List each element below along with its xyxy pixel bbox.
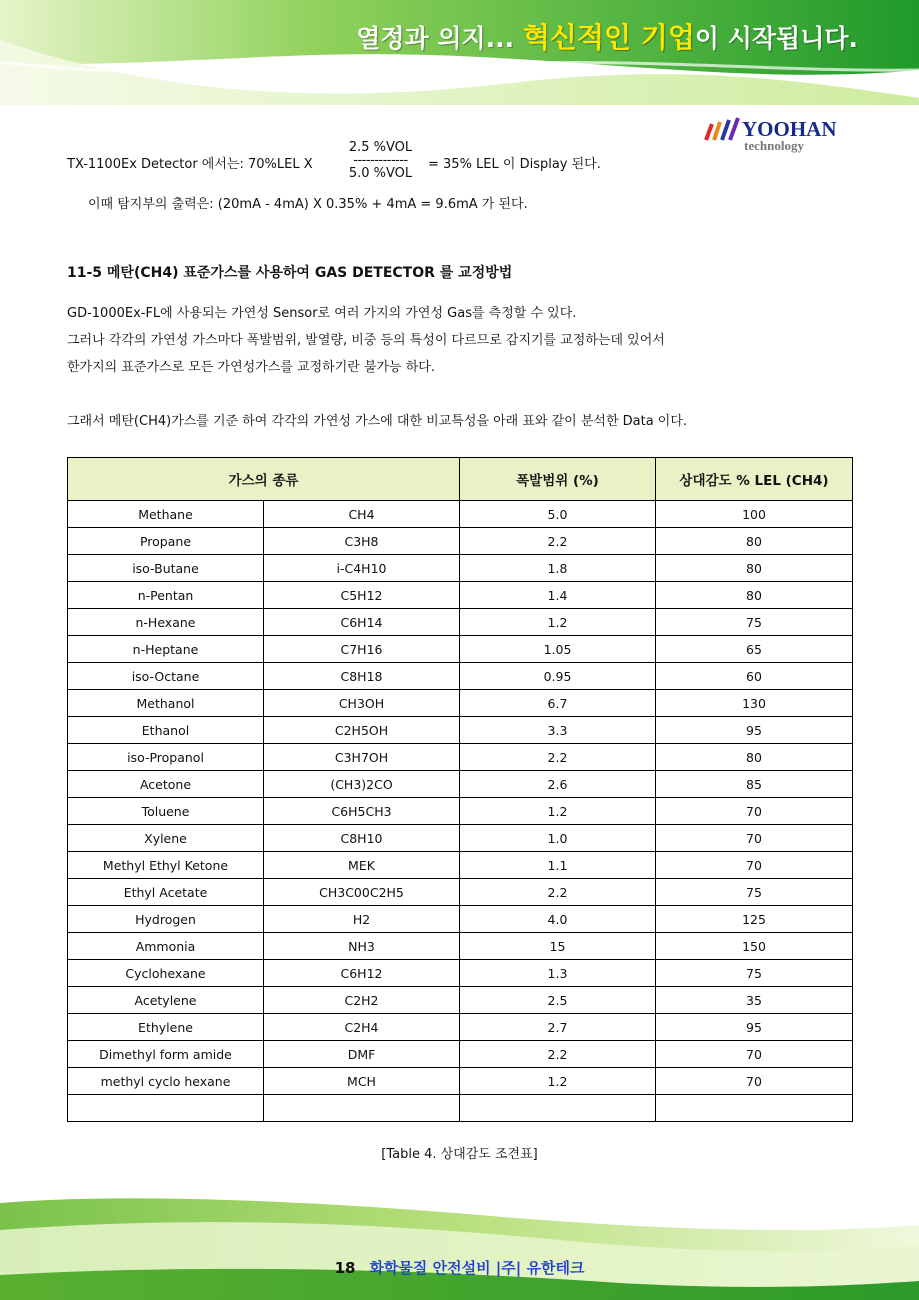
- explosive-range-cell: 1.2: [460, 1068, 656, 1095]
- paragraph-line-3: 한가지의 표준가스로 모든 가연성가스를 교정하기란 불가능 하다.: [67, 360, 435, 375]
- explosive-range-cell: 2.2: [460, 879, 656, 906]
- slogan-highlight: 혁신적인 기업: [522, 21, 695, 54]
- gas-name-cell: Hydrogen: [68, 906, 264, 933]
- gas-name-cell: Ammonia: [68, 933, 264, 960]
- sensitivity-cell: 35: [656, 987, 853, 1014]
- table-row: [68, 717, 853, 744]
- sensitivity-cell: 85: [656, 771, 853, 798]
- formula-cell: C3H8: [264, 528, 460, 555]
- explosive-range-cell: 6.7: [460, 690, 656, 717]
- sensitivity-cell: 75: [656, 609, 853, 636]
- table-row: [68, 798, 853, 825]
- header-slogan: [0, 16, 858, 56]
- gas-name-cell: n-Hexane: [68, 609, 264, 636]
- gas-name-cell: Toluene: [68, 798, 264, 825]
- explosive-range-cell: 4.0: [460, 906, 656, 933]
- output-line: 이때 탐지부의 출력은: (20mA - 4mA) X 0.35% + 4mA = 9.6mA 가 된다.: [88, 197, 528, 212]
- relative-sensitivity-table: [67, 457, 853, 1122]
- formula-cell: C2H2: [264, 987, 460, 1014]
- gas-name-cell: iso-Butane: [68, 555, 264, 582]
- gas-name-cell: iso-Propanol: [68, 744, 264, 771]
- gas-name-cell: n-Pentan: [68, 582, 264, 609]
- formula-cell: C2H4: [264, 1014, 460, 1041]
- formula-numerator: 2.5 %VOL: [348, 140, 413, 155]
- table-row: [68, 906, 853, 933]
- formula-cell: C6H5CH3: [264, 798, 460, 825]
- formula-cell: C8H10: [264, 825, 460, 852]
- page-number: 18: [334, 1259, 356, 1277]
- explosive-range-cell: 1.2: [460, 609, 656, 636]
- company-logo: [700, 110, 860, 154]
- gas-name-cell: Methanol: [68, 690, 264, 717]
- explosive-range-cell: 1.3: [460, 960, 656, 987]
- formula-cell: C2H5OH: [264, 717, 460, 744]
- explosive-range-cell: 2.5: [460, 987, 656, 1014]
- sensitivity-cell: 75: [656, 960, 853, 987]
- table-row: [68, 771, 853, 798]
- table-row: [68, 852, 853, 879]
- footer: [0, 1257, 919, 1278]
- formula-denominator: 5.0 %VOL: [348, 166, 413, 181]
- explosive-range-cell: 2.7: [460, 1014, 656, 1041]
- explosive-range-cell: 1.05: [460, 636, 656, 663]
- table-row: [68, 609, 853, 636]
- explosive-range-cell: 0.95: [460, 663, 656, 690]
- sensitivity-cell: 125: [656, 906, 853, 933]
- empty-cell: [264, 1095, 460, 1122]
- sensitivity-cell: 130: [656, 690, 853, 717]
- sensitivity-cell: 70: [656, 1041, 853, 1068]
- sensitivity-cell: 150: [656, 933, 853, 960]
- paragraph-line-2: 그러나 각각의 가연성 가스마다 폭발범위, 발열량, 비중 등의 특성이 다르므로 감지기를 교정하는데 있어서: [67, 333, 665, 348]
- gas-name-cell: methyl cyclo hexane: [68, 1068, 264, 1095]
- gas-name-cell: n-Heptane: [68, 636, 264, 663]
- explosive-range-cell: 3.3: [460, 717, 656, 744]
- table-row: [68, 1068, 853, 1095]
- table-header-row: [68, 458, 853, 501]
- formula-cell: C3H7OH: [264, 744, 460, 771]
- header-explosive-range: 폭발범위 (%): [460, 458, 656, 501]
- gas-name-cell: Dimethyl form amide: [68, 1041, 264, 1068]
- logo-stripes-icon: [700, 110, 860, 154]
- table-row: [68, 1041, 853, 1068]
- gas-name-cell: Acetylene: [68, 987, 264, 1014]
- sensitivity-cell: 70: [656, 798, 853, 825]
- formula-cell: MCH: [264, 1068, 460, 1095]
- explosive-range-cell: 2.2: [460, 1041, 656, 1068]
- formula-cell: MEK: [264, 852, 460, 879]
- gas-name-cell: Methyl Ethyl Ketone: [68, 852, 264, 879]
- formula-cell: C7H16: [264, 636, 460, 663]
- table-row: [68, 960, 853, 987]
- formula-cell: CH4: [264, 501, 460, 528]
- slogan-post: 이 시작됩니다.: [694, 24, 858, 53]
- sensitivity-cell: 95: [656, 717, 853, 744]
- explosive-range-cell: 1.8: [460, 555, 656, 582]
- gas-name-cell: Acetone: [68, 771, 264, 798]
- empty-cell: [68, 1095, 264, 1122]
- formula-cell: i-C4H10: [264, 555, 460, 582]
- table-row: [68, 825, 853, 852]
- sensitivity-cell: 80: [656, 744, 853, 771]
- explosive-range-cell: 5.0: [460, 501, 656, 528]
- footer-banner: [0, 1185, 919, 1300]
- gas-name-cell: Ethyl Acetate: [68, 879, 264, 906]
- formula-result: = 35% LEL 이 Display 된다.: [428, 157, 601, 172]
- sensitivity-cell: 65: [656, 636, 853, 663]
- sensitivity-cell: 70: [656, 1068, 853, 1095]
- logo-subtext: technology: [744, 138, 804, 153]
- gas-name-cell: Propane: [68, 528, 264, 555]
- formula-cell: CH3C00C2H5: [264, 879, 460, 906]
- formula-cell: C5H12: [264, 582, 460, 609]
- empty-cell: [460, 1095, 656, 1122]
- sensitivity-cell: 70: [656, 852, 853, 879]
- table-row: [68, 879, 853, 906]
- sensitivity-cell: 80: [656, 555, 853, 582]
- formula-cell: H2: [264, 906, 460, 933]
- sensitivity-cell: 95: [656, 1014, 853, 1041]
- sensitivity-cell: 80: [656, 582, 853, 609]
- table-row: [68, 987, 853, 1014]
- table-body: [68, 501, 853, 1122]
- table-row: [68, 582, 853, 609]
- empty-cell: [656, 1095, 853, 1122]
- header-relative-sensitivity: 상대감도 % LEL (CH4): [656, 458, 853, 501]
- sensitivity-cell: 70: [656, 825, 853, 852]
- table-row: [68, 1014, 853, 1041]
- gas-name-cell: Ethanol: [68, 717, 264, 744]
- explosive-range-cell: 2.2: [460, 744, 656, 771]
- formula-cell: (CH3)2CO: [264, 771, 460, 798]
- paragraph-line-4: 그래서 메탄(CH4)가스를 기준 하여 각각의 가연성 가스에 대한 비교특성을 아래 표와 같이 분석한 Data 이다.: [67, 414, 688, 429]
- explosive-range-cell: 1.1: [460, 852, 656, 879]
- formula-cell: DMF: [264, 1041, 460, 1068]
- logo-wordmark: YOOHAN: [742, 117, 837, 141]
- formula-lead: TX-1100Ex Detector 에서는: 70%LEL X: [67, 157, 313, 172]
- table-row: [68, 744, 853, 771]
- gas-name-cell: Methane: [68, 501, 264, 528]
- explosive-range-cell: 1.0: [460, 825, 656, 852]
- sensitivity-cell: 100: [656, 501, 853, 528]
- sensitivity-cell: 75: [656, 879, 853, 906]
- table-row: [68, 636, 853, 663]
- paragraph-line-1: GD-1000Ex-FL에 사용되는 가연성 Sensor로 여러 가지의 가연성 Gas를 측정할 수 있다.: [67, 306, 577, 321]
- gas-name-cell: Xylene: [68, 825, 264, 852]
- table-row: [68, 555, 853, 582]
- explosive-range-cell: 2.2: [460, 528, 656, 555]
- gas-name-cell: Cyclohexane: [68, 960, 264, 987]
- footer-company: 화학물질 안전설비 |주| 유한테크: [369, 1259, 585, 1277]
- formula-cell: C6H14: [264, 609, 460, 636]
- gas-name-cell: iso-Octane: [68, 663, 264, 690]
- sensitivity-cell: 60: [656, 663, 853, 690]
- sensitivity-cell: 80: [656, 528, 853, 555]
- slogan-pre: 열정과 의지...: [356, 24, 523, 53]
- formula-divider: -------------: [353, 153, 408, 168]
- explosive-range-cell: 15: [460, 933, 656, 960]
- table-row: [68, 690, 853, 717]
- formula-cell: NH3: [264, 933, 460, 960]
- formula-cell: C8H18: [264, 663, 460, 690]
- table-row: [68, 663, 853, 690]
- formula-cell: CH3OH: [264, 690, 460, 717]
- explosive-range-cell: 2.6: [460, 771, 656, 798]
- table-row-empty: [68, 1095, 853, 1122]
- formula-cell: C6H12: [264, 960, 460, 987]
- table-row: [68, 933, 853, 960]
- explosive-range-cell: 1.4: [460, 582, 656, 609]
- table-caption: [Table 4. 상대감도 조견표]: [381, 1147, 538, 1162]
- gas-name-cell: Ethylene: [68, 1014, 264, 1041]
- header-gas-type: 가스의 종류: [68, 458, 460, 501]
- table-row: [68, 528, 853, 555]
- explosive-range-cell: 1.2: [460, 798, 656, 825]
- section-heading: 11-5 메탄(CH4) 표준가스를 사용하여 GAS DETECTOR 를 교정방법: [67, 265, 513, 281]
- table-row: [68, 501, 853, 528]
